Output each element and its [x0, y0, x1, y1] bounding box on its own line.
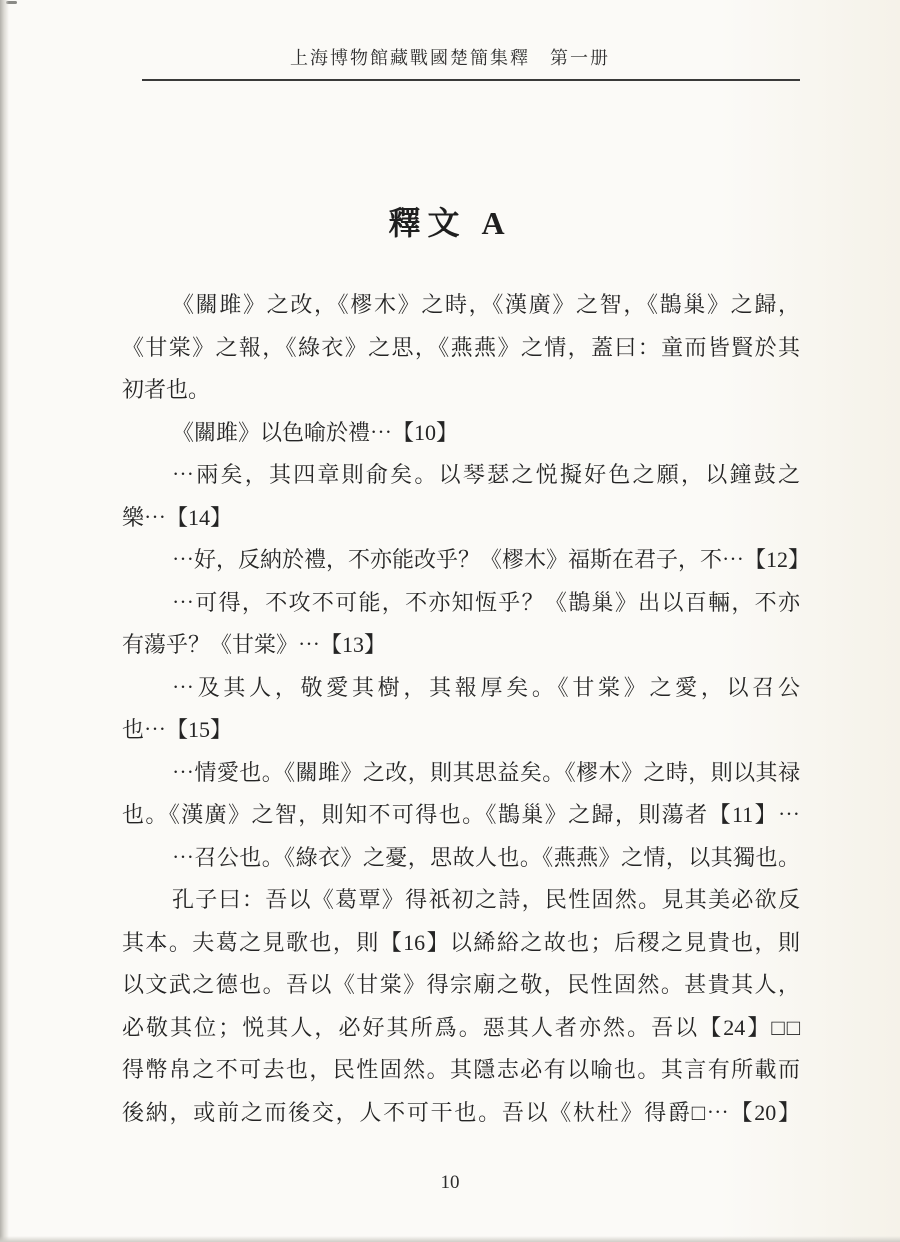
scan-shadow-bottom: [0, 1236, 900, 1242]
body-line: 《關雎》以色喻於禮⋯【10】: [172, 419, 459, 445]
scan-shadow-left: [0, 0, 9, 1242]
body-line: 也。《漢廣》之智，則知不可得也。《鵲巢》之歸，則蕩者【11】⋯: [122, 802, 800, 827]
page-title: 釋文 A: [388, 205, 512, 241]
body-line: ⋯可得，不攻不可能，不亦知恆乎？《鵲巢》出以百輛，不亦: [172, 589, 800, 615]
body-line: ⋯兩矣，其四章則俞矣。以琴瑟之悦擬好色之願，以鐘鼓之: [172, 462, 800, 487]
body-line: 必敬其位；悦其人，必好其所爲。惡其人者亦然。吾以【24】□□: [122, 1014, 800, 1040]
running-title: 上海博物館藏戰國楚簡集釋 第一册: [290, 48, 610, 68]
body-text: [122, 284, 811, 1134]
body-line: 得幣帛之不可去也，民性固然。其隱志必有以喻也。其言有所載而: [122, 1057, 800, 1082]
body-line: 其本。夫葛之見歌也，則【16】以絺綌之故也；后稷之見貴也，則: [122, 929, 800, 955]
body-line: 後納，或前之而後交，人不可干也。吾以《杕杜》得爵□⋯【20】: [122, 1099, 800, 1125]
body-line: 以文武之德也。吾以《甘棠》得宗廟之敬，民性固然。甚貴其人，: [122, 972, 800, 997]
body-line: 《甘棠》之報，《綠衣》之思，《燕燕》之情，蓋曰：童而皆賢於其: [122, 334, 800, 360]
body-line: ⋯及其人，敬愛其樹，其報厚矣。《甘棠》之愛，以召公: [172, 674, 800, 700]
body-line: 樂⋯【14】: [122, 504, 233, 530]
body-line: 有蕩乎？《甘棠》⋯【13】: [122, 632, 387, 657]
body-line: 初者也。: [122, 377, 211, 402]
body-line: ⋯情愛也。《關雎》之改，則其思益矣。《樛木》之時，則以其禄: [172, 759, 800, 785]
page-number: 10: [440, 1172, 460, 1193]
body-line: ⋯好，反納於禮，不亦能改乎？《樛木》福斯在君子，不⋯【12】: [172, 547, 811, 572]
body-line: 《關雎》之改，《樛木》之時，《漢廣》之智，《鵲巢》之歸，: [172, 292, 800, 317]
body-line: 也⋯【15】: [122, 717, 233, 742]
body-line: ⋯召公也。《綠衣》之憂，思故人也。《燕燕》之情，以其獨也。: [172, 844, 800, 870]
header-rule: [142, 79, 800, 81]
body-line: 孔子曰：吾以《葛覃》得祇初之詩，民性固然。見其美必欲反: [172, 887, 800, 912]
